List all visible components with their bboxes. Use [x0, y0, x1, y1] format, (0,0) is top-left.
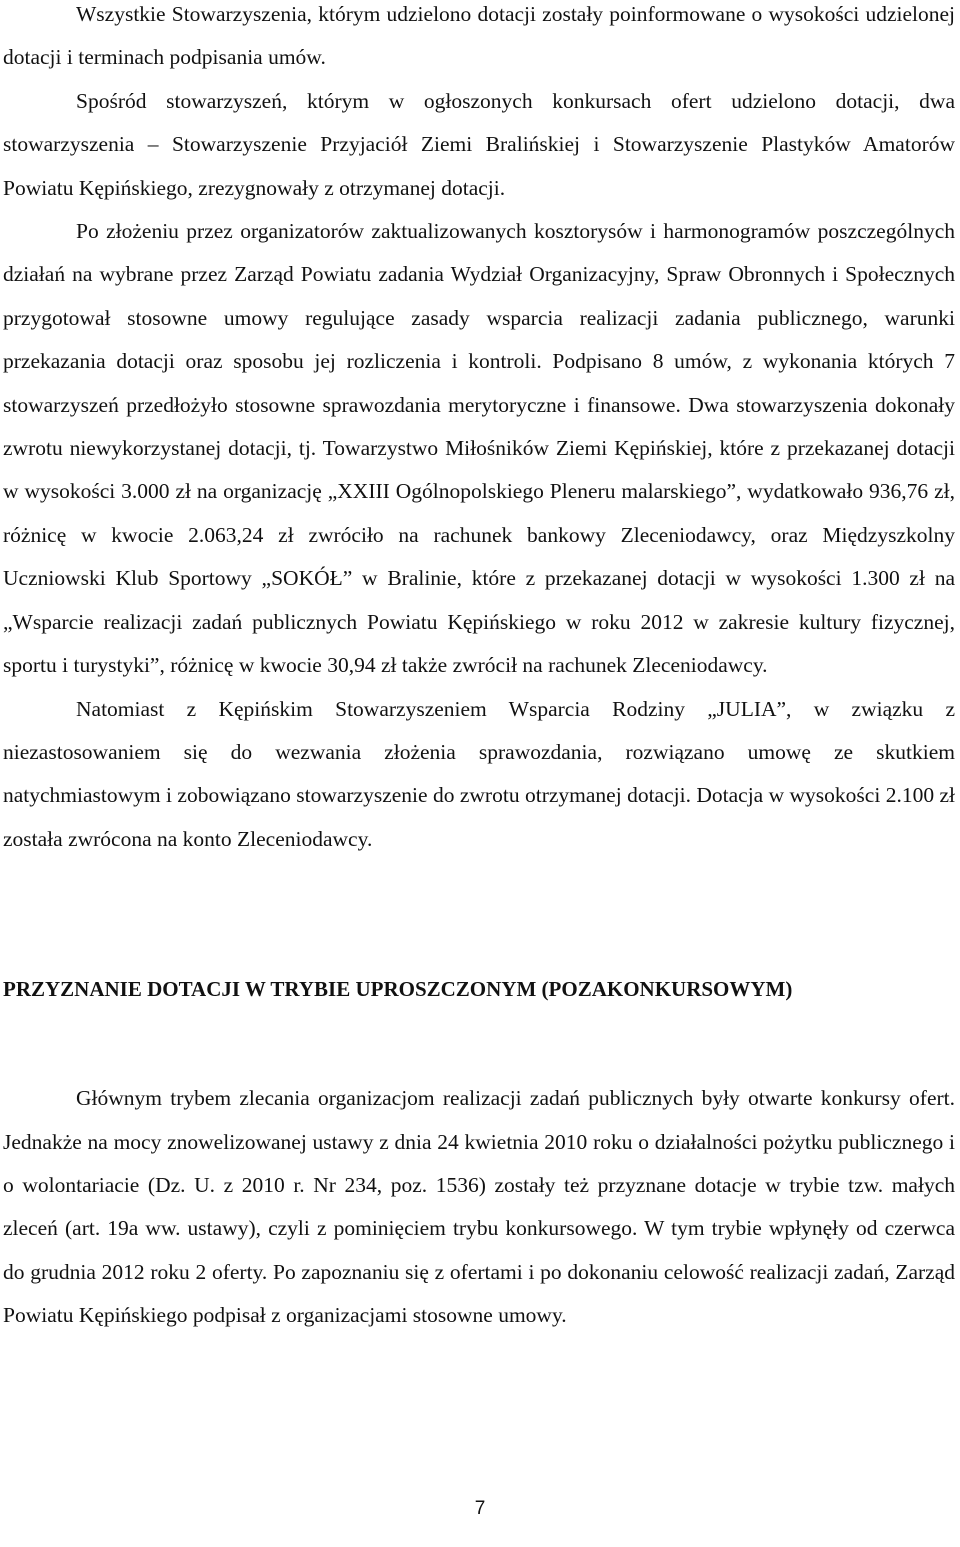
paragraph-termination: Natomiast z Kępińskim Stowarzyszeniem Wsparcia Rodziny „JULIA”, w związku z niezastosowaniem się do wezwania złożenia sprawozdania, rozwiązano umowę ze skutkiem natychmiastowym i zobowiązano stowarzyszenie do zwrotu otrzymanej dotacji. Dotacja w wysokości 2.100 zł została zwrócona na konto Zleceniodawcy. [3, 696, 955, 851]
page-number: 7 [474, 1498, 486, 1519]
paragraph-contracts: Po złożeniu przez organizatorów zaktualizowanych kosztorysów i harmonogramów poszczególnych działań na wybrane przez Zarząd Powiatu zadania Wydział Organizacyjny, Spraw Obronnych i Społecznych przygotował stosowne umowy regulujące zasady wsparcia realizacji zadania publicznego, warunki przekazania dotacji oraz sposobu jej rozliczenia i kontroli. Podpisano 8 umów, z wykonania których 7 stowarzyszeń przedłożyło stosowne sprawozdania merytoryczne i finansowe. Dwa stowarzyszenia dokonały zwrotu niewykorzystanej dotacji, tj. Towarzystwo Miłośników Ziemi Kępińskiej, które z przekazanej dotacji w wysokości 3.000 zł na organizację „XXIII Ogólnopolskiego Pleneru malarskiego”, wydatkowało 936,76 zł, różnicę w kwocie 2.063,24 zł zwróciło na rachunek bankowy Zleceniodawcy, oraz Międzyszkolny Uczniowski Klub Sportowy „SOKÓŁ” w Bralinie, które z przekazanej dotacji w wysokości 1.300 zł na „Wsparcie realizacji zadań publicznych Powiatu Kępińskiego w roku 2012 w zakresie kultury fizycznej, sportu i turystyki”, różnicę w kwocie 30,94 zł także zwrócił na rachunek Zleceniodawcy. [3, 219, 955, 678]
paragraph-notification: Wszystkie Stowarzyszenia, którym udzielono dotacji zostały poinformowane o wysokości udzielonej dotacji i terminach podpisania umów. [3, 2, 955, 70]
section-heading: PRZYZNANIE DOTACJI W TRYBIE UPROSZCZONYM (POZAKONKURSOWYM) [3, 977, 793, 1002]
paragraph-resignations: Spośród stowarzyszeń, którym w ogłoszonych konkursach ofert udzielono dotacji, dwa stowarzyszenia – Stowarzyszenie Przyjaciół Ziemi Bralińskiej i Stowarzyszenie Plastyków Amatorów Powiatu Kępińskiego, zrezygnowały z otrzymanej dotacji. [3, 88, 955, 200]
paragraph-simplified-mode: Głównym trybem zlecania organizacjom realizacji zadań publicznych były otwarte konkursy ofert. Jednakże na mocy znowelizowanej ustawy z dnia 24 kwietnia 2010 roku o działalności pożytku publicznego i o wolontariacie (Dz. U. z 2010 r. Nr 234, poz. 1536) zostały też przyznane dotacje w trybie tzw. małych zleceń (art. 19a ww. ustawy), czyli z pominięciem trybu konkursowego. W tym trybie wpłynęły od czerwca do grudnia 2012 roku 2 oferty. Po zapoznaniu się z ofertami i po dokonaniu celowość realizacji zadań, Zarząd Powiatu Kępińskiego podpisał z organizacjami stosowne umowy. [3, 1086, 955, 1328]
document-body [3, 0, 955, 1338]
